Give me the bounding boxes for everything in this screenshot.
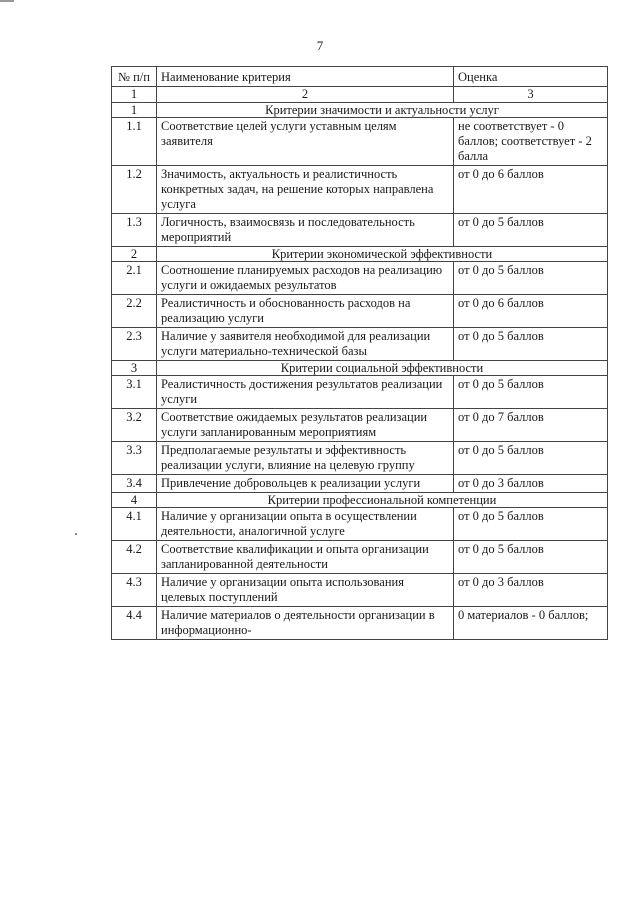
criterion-number: 3.1 [112, 376, 157, 409]
section-number: 2 [112, 247, 157, 262]
criterion-name: Логичность, взаимосвязь и последовательность мероприятий [157, 214, 454, 247]
header-score: Оценка [454, 67, 608, 87]
criterion-score: от 0 до 5 баллов [454, 262, 608, 295]
section-row [112, 361, 608, 376]
criterion-number: 2.3 [112, 328, 157, 361]
criterion-name: Реалистичность и обоснованность расходов на реализацию услуги [157, 295, 454, 328]
criterion-row [112, 166, 608, 214]
criterion-row [112, 295, 608, 328]
index-num: 1 [112, 87, 157, 103]
criterion-name: Соответствие целей услуги уставным целям заявителя [157, 118, 454, 166]
section-title: Критерии профессиональной компетенции [157, 493, 608, 508]
criterion-number: 4.1 [112, 508, 157, 541]
section-title: Критерии экономической эффективности [157, 247, 608, 262]
section-title: Критерии значимости и актуальности услуг [157, 103, 608, 118]
criterion-number: 2.1 [112, 262, 157, 295]
criterion-score: от 0 до 6 баллов [454, 166, 608, 214]
criterion-score: не соответствует - 0 баллов; соответствует - 2 балла [454, 118, 608, 166]
criterion-row [112, 607, 608, 640]
criterion-name: Наличие у организации опыта использования целевых поступлений [157, 574, 454, 607]
criterion-score: от 0 до 5 баллов [454, 214, 608, 247]
criterion-name: Значимость, актуальность и реалистичность конкретных задач, на решение которых направлена услуга [157, 166, 454, 214]
section-title: Критерии социальной эффективности [157, 361, 608, 376]
criterion-row [112, 475, 608, 493]
header-num: № п/п [112, 67, 157, 87]
criterion-name: Наличие материалов о деятельности организации в информационно- [157, 607, 454, 640]
column-index-row [112, 87, 608, 103]
criterion-number: 3.3 [112, 442, 157, 475]
criterion-row [112, 262, 608, 295]
criterion-number: 1.2 [112, 166, 157, 214]
criterion-row [112, 328, 608, 361]
criterion-name: Наличие у заявителя необходимой для реализации услуги материально-технической базы [157, 328, 454, 361]
index-score: 3 [454, 87, 608, 103]
criterion-score: от 0 до 5 баллов [454, 376, 608, 409]
criterion-number: 4.2 [112, 541, 157, 574]
section-row [112, 103, 608, 118]
criterion-number: 4.3 [112, 574, 157, 607]
criterion-name: Наличие у организации опыта в осуществлении деятельности, аналогичной услуге [157, 508, 454, 541]
table-header-row [112, 67, 608, 87]
criterion-row [112, 574, 608, 607]
criterion-name: Реалистичность достижения результатов реализации услуги [157, 376, 454, 409]
index-name: 2 [157, 87, 454, 103]
scan-speck [75, 533, 77, 535]
criterion-row [112, 118, 608, 166]
criterion-score: от 0 до 3 баллов [454, 475, 608, 493]
criterion-name: Предполагаемые результаты и эффективность реализации услуги, влияние на целевую группу [157, 442, 454, 475]
criteria-table [111, 66, 608, 640]
criterion-score: от 0 до 5 баллов [454, 442, 608, 475]
criterion-score: от 0 до 3 баллов [454, 574, 608, 607]
criterion-row [112, 376, 608, 409]
criterion-name: Привлечение добровольцев к реализации услуги [157, 475, 454, 493]
criterion-row [112, 541, 608, 574]
criterion-score: от 0 до 6 баллов [454, 295, 608, 328]
criterion-score: от 0 до 7 баллов [454, 409, 608, 442]
section-row [112, 247, 608, 262]
page-number: 7 [316, 38, 324, 53]
header-name: Наименование критерия [157, 67, 454, 87]
criteria-table-body [112, 67, 608, 640]
scan-mark [0, 0, 14, 2]
criterion-score: от 0 до 5 баллов [454, 328, 608, 361]
criterion-score: 0 материалов - 0 баллов; [454, 607, 608, 640]
criterion-number: 2.2 [112, 295, 157, 328]
criterion-name: Соответствие квалификации и опыта организации запланированной деятельности [157, 541, 454, 574]
section-number: 3 [112, 361, 157, 376]
criterion-name: Соотношение планируемых расходов на реализацию услуги и ожидаемых результатов [157, 262, 454, 295]
criterion-row [112, 409, 608, 442]
criterion-number: 1.3 [112, 214, 157, 247]
section-row [112, 493, 608, 508]
criterion-score: от 0 до 5 баллов [454, 508, 608, 541]
criterion-number: 4.4 [112, 607, 157, 640]
criterion-number: 1.1 [112, 118, 157, 166]
criterion-score: от 0 до 5 баллов [454, 541, 608, 574]
section-number: 1 [112, 103, 157, 118]
criterion-row [112, 508, 608, 541]
criterion-number: 3.4 [112, 475, 157, 493]
criterion-row [112, 214, 608, 247]
section-number: 4 [112, 493, 157, 508]
criterion-row [112, 442, 608, 475]
criterion-name: Соответствие ожидаемых результатов реализации услуги запланированным мероприятиям [157, 409, 454, 442]
criterion-number: 3.2 [112, 409, 157, 442]
